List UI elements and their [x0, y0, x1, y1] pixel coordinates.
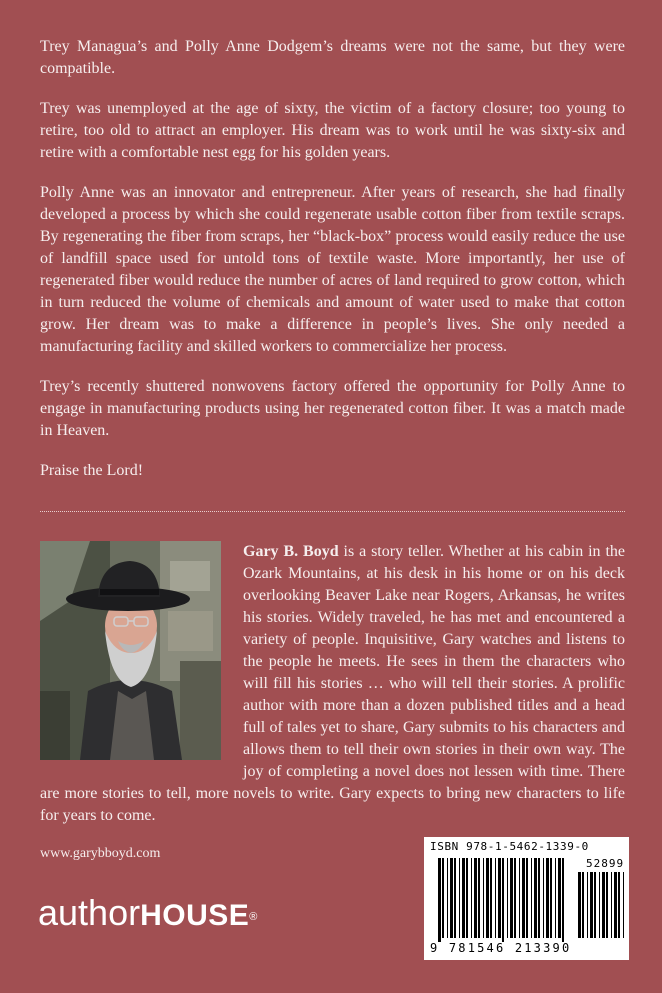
blurb-paragraph: Praise the Lord!	[40, 462, 144, 479]
ean-digits: 9 781546 213390	[430, 941, 572, 955]
publisher-logo	[38, 893, 257, 936]
price-code: 52899	[586, 857, 625, 870]
barcode-bars	[436, 856, 626, 942]
dotted-divider	[40, 511, 625, 512]
blurb-paragraph: Trey was unemployed at the age of sixty, the victim of a factory closure; too young to retire, too old to attract an employer. His dream was to work until he was sixty-six and retire with a comfortable nest egg for his golden years.	[40, 100, 625, 161]
photo-spacer	[40, 541, 221, 762]
publisher-logo-house: HOUSE	[140, 899, 250, 932]
blurb-paragraph: Trey Managua’s and Polly Anne Dodgem’s dreams were not the same, but they were compatible.	[40, 38, 625, 77]
author-bio-text: is a story teller. Whether at his cabin in the Ozark Mountains, at his desk in his home or on his deck overlooking Beaver Lake near Rogers, Arkansas, he writes his stories. Widely traveled, he has met and encountered a variety of people. Inquisitive, Gary watches and listens to the people he meets. He sees in them the characters who will fill his stories … who will tell their stories. A prolific author with more than a dozen published titles and a head full of tales yet to share, Gary submits to his characters and allows them to tell their own stories in their own way. The joy of completing a novel does not lessen with time. There are more stories to tell, more novels to write. Gary expects to bring new characters to life for years to come.	[40, 543, 625, 824]
author-name: Gary B. Boyd	[243, 543, 339, 560]
book-blurb	[40, 36, 625, 500]
blurb-paragraph: Trey’s recently shuttered nonwovens factory offered the opportunity for Polly Anne to engage in manufacturing products using her regenerated cotton fiber. It was a match made in Heaven.	[40, 378, 625, 439]
author-bio	[40, 541, 625, 827]
author-website: www.garybboyd.com	[40, 846, 161, 861]
publisher-logo-author: author	[38, 892, 141, 933]
isbn-barcode	[424, 837, 629, 960]
blurb-paragraph: Polly Anne was an innovator and entrepreneur. After years of research, she had finally developed a process by which she could regenerate usable cotton fiber from textile scraps. By regenerating the fiber from scraps, her “black-box” process would easily reduce the use of landfill space used for untold tons of textile waste. More importantly, her use of regenerated fiber would reduce the number of acres of land required to grow cotton, which in turn reduced the volume of chemicals and amount of water used to make that cotton grow. Her dream was to make a difference in people’s lives. She only needed a manufacturing facility and skilled workers to commercialize her process.	[40, 184, 625, 355]
registered-mark: ®	[249, 911, 258, 923]
isbn-number: ISBN 978-1-5462-1339-0	[430, 840, 589, 853]
